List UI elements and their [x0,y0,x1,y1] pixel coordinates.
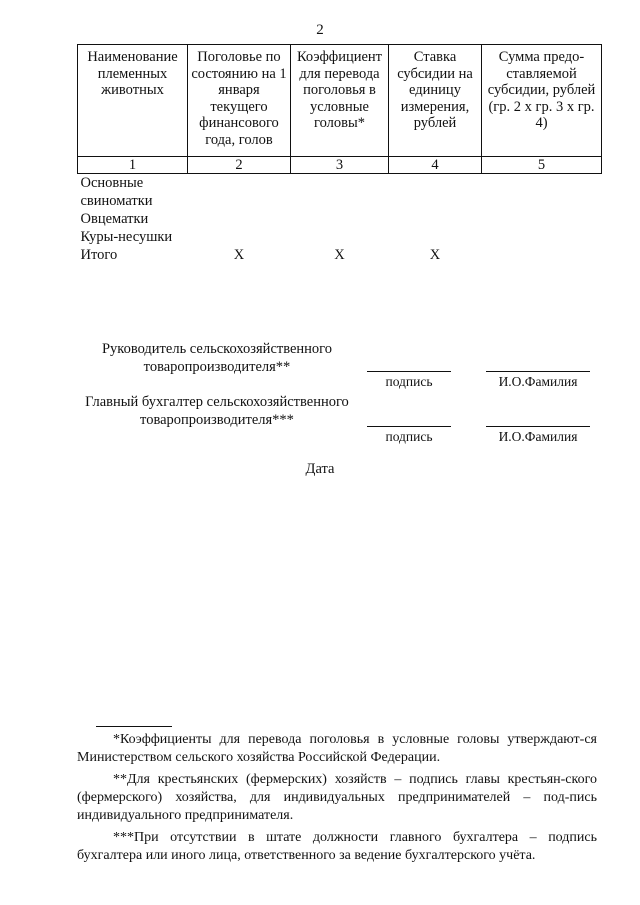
column-number: 2 [188,157,291,174]
row-cell [188,228,291,246]
table-row [78,210,602,228]
subsidy-table [77,44,602,264]
header-headcount: Поголовье по состоянию на 1 января текущего финансового года, голов [188,45,291,157]
row-cell [291,174,389,211]
column-number: 5 [482,157,602,174]
row-label: Овцематки [80,211,149,227]
head-name-caption: И.О.Фамилия [498,374,578,389]
row-label: Куры-несушки [80,229,173,245]
row-cell [188,210,291,228]
head-sign-caption: подпись [385,374,433,389]
table-row [78,174,602,211]
accountant-sign-line [367,426,451,427]
head-name-line [486,371,590,372]
page-number: 2 [316,22,324,38]
row-cell [482,228,602,246]
accountant-sign-caption: подпись [385,429,433,444]
row-cell [188,174,291,211]
accountant-title [77,393,357,429]
accountant-name-line [486,426,590,427]
row-cell [482,174,602,211]
row-cell [389,228,482,246]
date-label: Дата [305,461,335,477]
footnotes [77,731,597,869]
row-cell [291,210,389,228]
table-row-total [78,246,602,264]
footnote-coefficient: *Коэффициенты для перевода поголовья в условные головы утверждают-ся Министерством сельского хозяйства Российской Федерации. [77,732,597,765]
header-animal-name: Наименование племенных животных [78,45,188,157]
head-title [77,340,357,376]
head-title-line1: Руководитель сельскохозяйственного [101,341,333,357]
footnote-separator [96,726,172,727]
row-cell [291,228,389,246]
head-title-line2: товаропроизводителя** [143,359,291,375]
row-cell [389,210,482,228]
row-cell [389,174,482,211]
footnote-farm-signature: **Для крестьянских (фермерских) хозяйств – подпись главы крестьян-ского (фермерского) хозяйства, для индивидуальных предпринимателей – под-пись индивидуального предпринимателя. [77,772,597,823]
row-cell [482,246,602,264]
head-sign-line [367,371,451,372]
row-cell: X [334,247,345,263]
column-number: 4 [389,157,482,174]
row-label: Итого [80,247,118,263]
column-number: 1 [78,157,188,174]
header-subsidy-rate: Ставка субсидии на единицу измерения, рублей [389,45,482,157]
table-row [78,228,602,246]
row-cell [482,210,602,228]
row-label: Основные свиноматки [80,175,153,209]
row-cell: X [429,247,441,263]
column-number: 3 [291,157,389,174]
footnote-accountant: ***При отсутствии в штате должности главного бухгалтера – подпись бухгалтера или иного лица, ответственного за ведение бухгалтерского учёта. [77,830,597,863]
header-coefficient: Коэффициент для перевода поголовья в условные головы* [291,45,389,157]
accountant-title-line2: товаропроизводителя*** [140,412,294,428]
accountant-title-line1: Главный бухгалтер сельскохозяйственного [85,394,349,410]
accountant-name-caption: И.О.Фамилия [498,429,578,444]
row-cell: X [233,247,245,263]
header-subsidy-sum: Сумма предо-ставляемой субсидии, рублей (гр. 2 x гр. 3 x гр. 4) [482,45,602,157]
